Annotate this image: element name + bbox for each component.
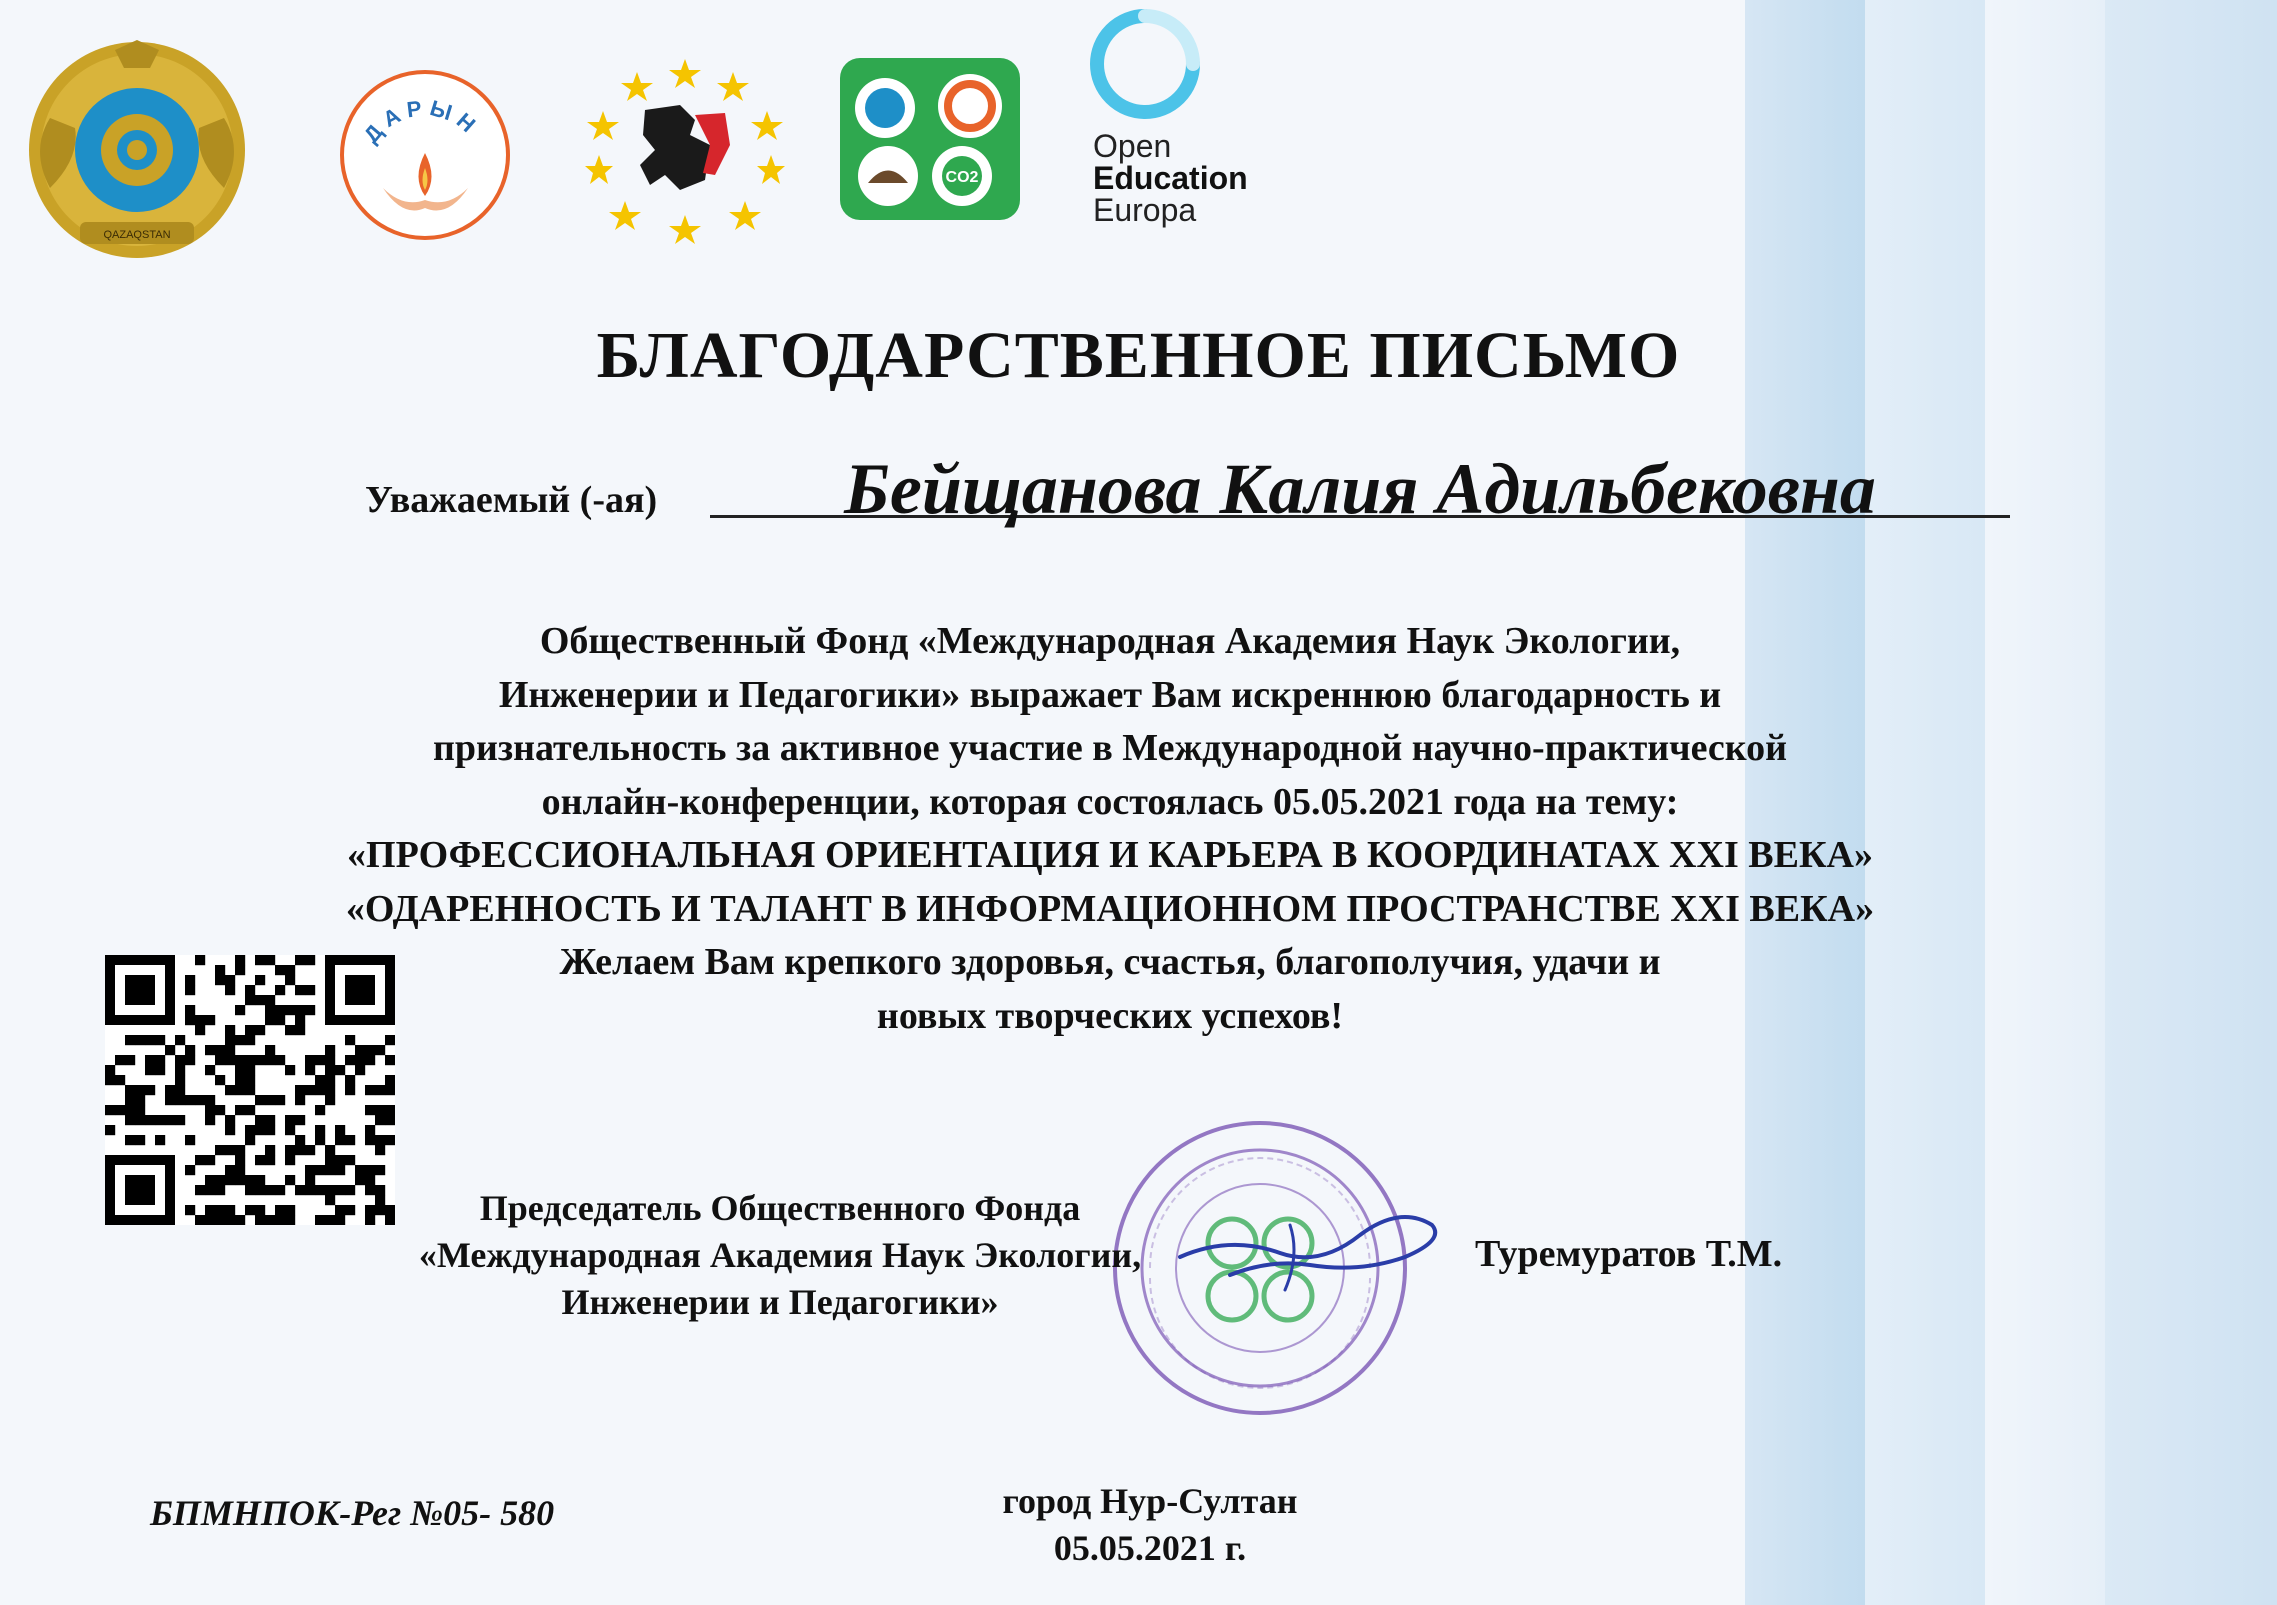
place-and-date xyxy=(900,1478,1400,1572)
background-stripe xyxy=(2105,0,2277,1605)
state-emblem-logo xyxy=(20,38,255,263)
chair-line: Инженерии и Педагогики» xyxy=(561,1282,999,1322)
oee-line: Open xyxy=(1093,128,1172,164)
body-line: «ПРОФЕССИОНАЛЬНАЯ ОРИЕНТАЦИЯ И КАРЬЕРА В КООРДИНАТАХ XXI ВЕКА» xyxy=(347,834,1873,876)
body-line: Инженерии и Педагогики» выражает Вам искреннюю благодарность и xyxy=(498,673,1722,716)
body-line: новых творческих успехов! xyxy=(876,994,1344,1037)
salutation: Уважаемый (-ая) xyxy=(365,479,658,521)
body-line: онлайн-конференции, которая состоялась 05.05.2021 года на тему: xyxy=(541,780,1679,823)
oee-line: Europa xyxy=(1093,192,1197,228)
svg-text:ДАРЫН: ДАРЫН xyxy=(358,95,485,148)
signer-name: Туремуратов Т.М. xyxy=(1475,1233,1783,1275)
chair-line: Председатель Общественного Фонда xyxy=(479,1188,1081,1228)
svg-text:CO2: CO2 xyxy=(945,169,979,186)
open-education-europa-text xyxy=(1093,130,1248,226)
oee-line: Education xyxy=(1093,160,1248,196)
body-line: «ОДАРЕННОСТЬ И ТАЛАНТ В ИНФОРМАЦИОННОМ ПРОСТРАНСТВЕ XXI ВЕКА» xyxy=(345,887,1875,930)
recipient-name: Бейщанова Калия Адильбековна xyxy=(844,449,1876,529)
chair-block xyxy=(380,1185,1180,1326)
body-line: Желаем Вам крепкого здоровья, счастья, благополучия, удачи и xyxy=(559,941,1661,983)
body-text xyxy=(180,615,2040,1043)
eu-stars-lion-logo xyxy=(585,55,785,250)
chair-line: «Международная Академия Наук Экологии, xyxy=(418,1235,1142,1275)
body-line: Общественный Фонд «Международная Академия Наук Экологии, xyxy=(539,620,1681,662)
city: город Нур-Султан xyxy=(1002,1481,1298,1521)
signature xyxy=(1170,1195,1450,1305)
body-line: признательность за активное участие в Международной научно-практической xyxy=(432,727,1788,769)
open-education-europa-logo xyxy=(1085,8,1205,120)
svg-text:QAZAQSTAN: QAZAQSTAN xyxy=(103,229,171,241)
academy-logo xyxy=(840,58,1020,220)
qr-code xyxy=(105,955,395,1225)
daryn-logo xyxy=(338,68,513,243)
document-title: БЛАГОДАРСТВЕННОЕ ПИСЬМО xyxy=(596,319,1681,392)
registration-number: БПМНПОК-Рег №05- 580 xyxy=(150,1493,555,1533)
date: 05.05.2021 г. xyxy=(1053,1528,1247,1568)
